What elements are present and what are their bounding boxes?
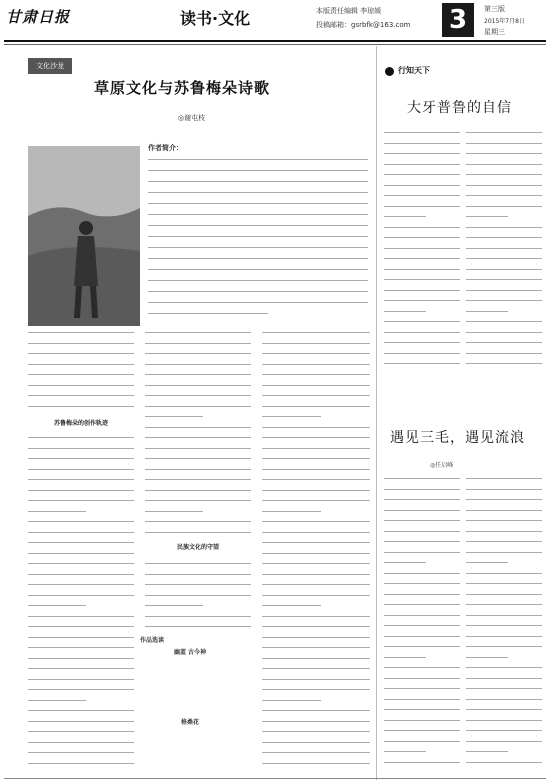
text-line (28, 647, 134, 648)
text-line (466, 332, 542, 333)
text-line (466, 489, 542, 490)
text-line (28, 406, 134, 407)
text-line (262, 374, 370, 375)
text-line (28, 448, 134, 449)
text-line (384, 762, 460, 763)
masthead (0, 0, 550, 44)
text-line (384, 688, 460, 689)
text-line (466, 478, 542, 479)
text-line (28, 490, 134, 491)
text-line (466, 646, 542, 647)
text-line (466, 636, 542, 637)
text-line (384, 499, 460, 500)
author-intro (148, 143, 368, 323)
right-article-1-column-2 (466, 130, 542, 370)
text-line (145, 395, 251, 396)
text-line (466, 132, 542, 133)
masthead-rule (4, 40, 546, 42)
text-line (262, 710, 370, 711)
text-line (466, 688, 542, 689)
text-line (28, 689, 134, 690)
text-line (466, 248, 542, 249)
text-line (384, 269, 460, 270)
issue-date: 2015年7月8日 (484, 18, 525, 25)
text-line (466, 541, 542, 542)
text-line (384, 216, 426, 217)
text-line (262, 479, 370, 480)
text-line (145, 616, 251, 617)
text-line (466, 258, 542, 259)
poem-selection (140, 636, 240, 728)
submission-email: 投稿邮箱：gsrbfk@163.com (316, 21, 411, 29)
text-line (28, 700, 86, 701)
text-line (384, 625, 460, 626)
text-line (384, 615, 460, 616)
text-line (384, 741, 460, 742)
text-line (145, 521, 251, 522)
text-line (28, 332, 134, 333)
masthead-rule-thin (4, 44, 546, 45)
text-line (384, 237, 460, 238)
text-line (28, 721, 134, 722)
text-line (145, 416, 203, 417)
text-line (28, 521, 134, 522)
text-line (28, 574, 134, 575)
text-line (262, 458, 370, 459)
text-line (466, 353, 542, 354)
text-line (262, 469, 370, 470)
text-line (262, 364, 370, 365)
text-line (262, 752, 370, 753)
text-line (28, 752, 134, 753)
text-line (145, 353, 251, 354)
text-line (262, 437, 370, 438)
right-article-2-author: ◎任启峰 (430, 462, 454, 469)
text-line (28, 385, 134, 386)
text-line (145, 385, 251, 386)
text-line (145, 364, 251, 365)
text-line (262, 521, 370, 522)
text-line (262, 416, 321, 417)
text-line (262, 563, 370, 564)
text-line (466, 237, 542, 238)
issue-weekday: 星期三 (484, 28, 505, 36)
text-line (28, 563, 134, 564)
text-line (466, 594, 542, 595)
text-line (384, 604, 460, 605)
poem-title: 幽蓝 古今神 (173, 649, 207, 656)
article-column-1 (28, 330, 134, 770)
text-line (262, 343, 370, 344)
right-article-2-column-2 (466, 476, 542, 772)
text-line (384, 174, 460, 175)
text-line (384, 510, 460, 511)
text-line (262, 490, 370, 491)
text-line (384, 657, 426, 658)
text-line (262, 553, 370, 554)
text-line (145, 332, 251, 333)
text-line (28, 637, 134, 638)
text-line (466, 720, 542, 721)
article-subhead-1: 苏鲁梅朵的创作轨迹 (53, 420, 108, 427)
text-line (384, 342, 460, 343)
text-line (466, 751, 508, 752)
text-line (466, 699, 542, 700)
text-line (28, 511, 86, 512)
text-line (466, 762, 542, 763)
text-line (466, 174, 542, 175)
text-line (28, 395, 134, 396)
text-line (384, 478, 460, 479)
text-line (384, 311, 426, 312)
page-label: 第三版 (484, 5, 505, 13)
text-line (28, 364, 134, 365)
text-line (145, 490, 251, 491)
text-line (145, 479, 251, 480)
text-line (28, 343, 134, 344)
article-column-3 (262, 330, 370, 770)
text-line (28, 626, 134, 627)
text-line (466, 741, 542, 742)
poem-heading: 作品选读 (140, 637, 165, 644)
text-line (28, 532, 134, 533)
text-line (262, 763, 370, 764)
text-line (145, 469, 251, 470)
text-line (466, 185, 542, 186)
text-line (384, 185, 460, 186)
editor-credit: 本版责任编辑 李琼媛 (316, 7, 382, 15)
text-line (384, 678, 460, 679)
text-line (262, 385, 370, 386)
text-line (145, 343, 251, 344)
right-headline-2: 遇见三毛，遇见流浪 (390, 430, 525, 446)
text-line (145, 437, 251, 438)
text-line (28, 374, 134, 375)
text-line (466, 625, 542, 626)
text-line (466, 604, 542, 605)
text-line (262, 595, 370, 596)
text-line (262, 700, 321, 701)
text-line (28, 658, 134, 659)
text-line (262, 500, 370, 501)
text-line (262, 626, 370, 627)
text-line (28, 469, 134, 470)
text-line (145, 595, 251, 596)
text-line (384, 730, 460, 731)
text-line (384, 751, 426, 752)
text-line (466, 216, 508, 217)
text-line (262, 395, 370, 396)
text-line (466, 730, 542, 731)
text-line (384, 520, 460, 521)
text-line (262, 616, 370, 617)
text-line (466, 206, 542, 207)
text-line (145, 500, 251, 501)
text-line (466, 520, 542, 521)
text-line (384, 720, 460, 721)
text-line (384, 300, 460, 301)
text-line (28, 437, 134, 438)
text-line (28, 353, 134, 354)
text-line (384, 573, 460, 574)
text-line (262, 584, 370, 585)
author-intro-title: 作者简介： (148, 144, 183, 152)
text-line (145, 626, 251, 627)
text-line (145, 427, 251, 428)
text-line (384, 552, 460, 553)
text-line (28, 668, 134, 669)
text-line (466, 615, 542, 616)
text-line (384, 153, 460, 154)
text-line (466, 153, 542, 154)
text-line (28, 584, 134, 585)
footer-rule (4, 778, 546, 779)
text-line (384, 321, 460, 322)
article-column-2 (145, 330, 251, 630)
text-line (28, 479, 134, 480)
text-line (384, 363, 460, 364)
text-line (384, 699, 460, 700)
column-tag: 文化沙龙 (28, 58, 72, 74)
text-line (466, 279, 542, 280)
text-line (466, 709, 542, 710)
text-line (466, 143, 542, 144)
text-line (384, 258, 460, 259)
text-line (466, 678, 542, 679)
right-headline-1: 大牙普鲁的自信 (407, 100, 512, 116)
right-article-1-column-1 (384, 130, 460, 370)
text-line (466, 552, 542, 553)
text-line (384, 636, 460, 637)
text-line (145, 448, 251, 449)
text-line (384, 562, 426, 563)
text-line (262, 427, 370, 428)
text-line (466, 510, 542, 511)
text-line (384, 332, 460, 333)
text-line (466, 562, 508, 563)
text-line (28, 542, 134, 543)
text-line (384, 489, 460, 490)
text-line (262, 668, 370, 669)
text-line (384, 667, 460, 668)
text-line (145, 511, 203, 512)
text-line (262, 511, 321, 512)
article-headline: 草原文化与苏鲁梅朵诗歌 (94, 79, 271, 97)
text-line (466, 363, 542, 364)
text-line (28, 616, 134, 617)
article-subhead-2: 民族文化的守望 (176, 544, 219, 551)
text-line (28, 500, 134, 501)
text-line (28, 595, 134, 596)
text-line (384, 646, 460, 647)
text-line (145, 574, 251, 575)
text-line (262, 679, 370, 680)
text-line (466, 573, 542, 574)
text-line (466, 499, 542, 500)
text-line (262, 647, 370, 648)
article-byline: ◎谢屯枝 (178, 114, 206, 122)
text-line (466, 269, 542, 270)
text-line (384, 594, 460, 595)
text-line (384, 531, 460, 532)
text-line (384, 583, 460, 584)
page-number-badge: 3 (442, 3, 474, 37)
text-line (145, 532, 251, 533)
text-line (384, 248, 460, 249)
text-line (28, 710, 134, 711)
text-line (384, 353, 460, 354)
text-line (466, 657, 508, 658)
text-line (262, 574, 370, 575)
text-line (384, 709, 460, 710)
text-line (262, 448, 370, 449)
right-article-2-column-1 (384, 476, 460, 772)
text-line (384, 206, 460, 207)
text-line (384, 195, 460, 196)
bullet-circle-icon (385, 67, 394, 76)
text-line (28, 679, 134, 680)
section-title: 读书·文化 (180, 9, 251, 28)
newspaper-logo: 甘肃日报 (6, 8, 71, 26)
text-line (262, 731, 370, 732)
text-line (384, 164, 460, 165)
text-line (466, 321, 542, 322)
text-line (466, 342, 542, 343)
text-line (262, 406, 370, 407)
text-line (466, 290, 542, 291)
text-line (384, 132, 460, 133)
text-line (28, 458, 134, 459)
text-line (28, 553, 134, 554)
text-line (145, 584, 251, 585)
author-photo (28, 146, 140, 326)
text-line (466, 195, 542, 196)
text-line (466, 300, 542, 301)
text-line (384, 279, 460, 280)
text-line (28, 605, 86, 606)
text-line (466, 531, 542, 532)
text-line (262, 689, 370, 690)
text-line (466, 583, 542, 584)
text-line (262, 605, 321, 606)
text-line (28, 742, 134, 743)
text-line (262, 637, 370, 638)
feature-label: 行知天下 (398, 66, 430, 75)
text-line (262, 742, 370, 743)
text-line (145, 605, 203, 606)
text-line (145, 563, 251, 564)
text-line (384, 227, 460, 228)
text-line (466, 227, 542, 228)
text-line (262, 532, 370, 533)
text-line (466, 311, 508, 312)
text-line (262, 353, 370, 354)
text-line (145, 458, 251, 459)
text-line (384, 541, 460, 542)
text-line (145, 406, 251, 407)
column-divider (376, 46, 377, 780)
text-line (466, 667, 542, 668)
text-line (466, 164, 542, 165)
text-line (262, 542, 370, 543)
text-line (28, 763, 134, 764)
text-line (262, 332, 370, 333)
text-line (145, 374, 251, 375)
poem-title-2: 格桑花 (180, 719, 199, 726)
text-line (262, 721, 370, 722)
text-line (384, 143, 460, 144)
text-line (384, 290, 460, 291)
text-line (28, 731, 134, 732)
text-line (262, 658, 370, 659)
